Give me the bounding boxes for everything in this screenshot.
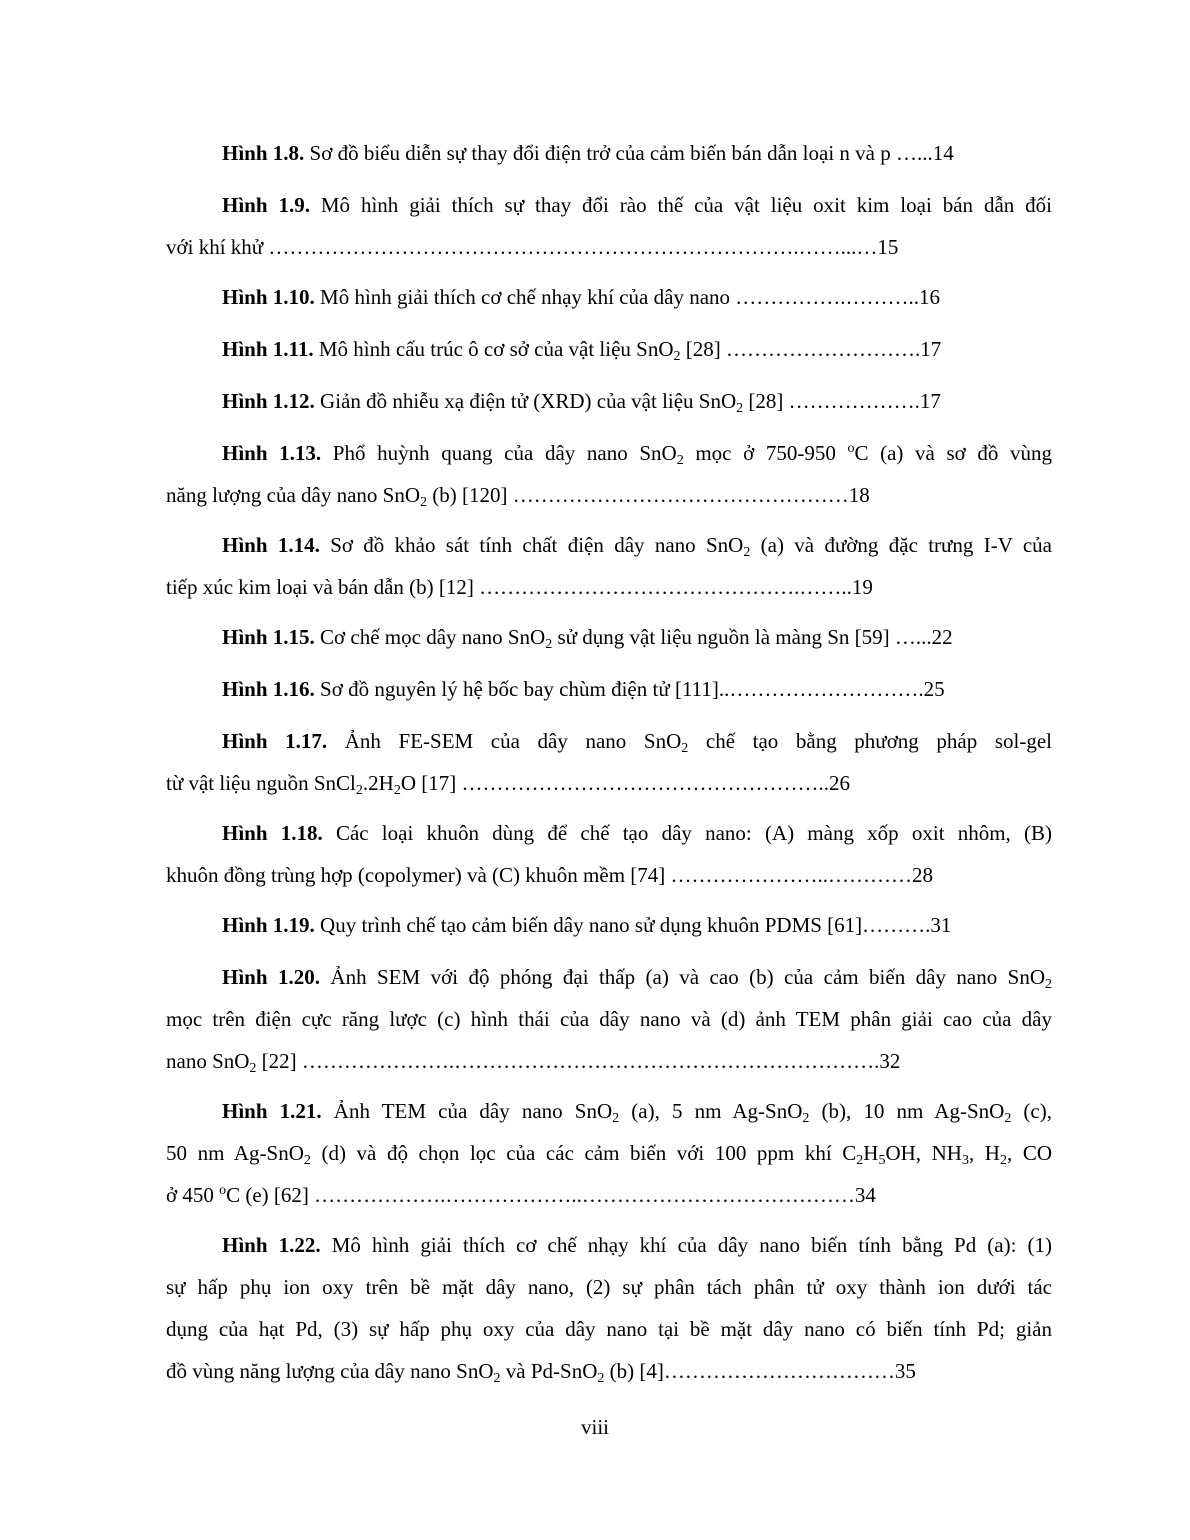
entry-line: Hình 1.22. Mô hình giải thích cơ chế nhạy khí của dây nano biến tính bằng Pd (a): (1) [222, 1233, 1053, 1257]
entry-line: khuôn đồng trùng hợp (copolymer) và (C) khuôn mềm [74] …………………..…………28 [166, 863, 934, 887]
entry-line: sự hấp phụ ion oxy trên bề mặt dây nano, (2) sự phân tách phân tử oxy thành ion dưới tác [166, 1275, 1052, 1299]
entry-line: Hình 1.13. Phổ huỳnh quang của dây nano SnO$_2$ mọc ở 750-950 $^o$C (a) và sơ đồ vùng [222, 441, 1052, 468]
figure-label: Hình 1.20. [222, 965, 320, 989]
entry-line: đồ vùng năng lượng của dây nano SnO$_2$ và Pd-SnO$_2$ (b) [4]……………………………35 [166, 1359, 916, 1386]
figure-label: Hình 1.10. [222, 285, 315, 309]
figure-label: Hình 1.21. [222, 1099, 322, 1123]
entry-line: Hình 1.11. Mô hình cấu trúc ô cơ sở của vật liệu SnO$_2$ [28] ……………………….17 [222, 337, 942, 364]
entry-line: 50 nm Ag-SnO$_2$ (d) và độ chọn lọc của các cảm biến với 100 ppm khí $C_2H_5OH$, $NH_3$, $H_2$, CO [166, 1141, 1052, 1168]
figure-label: Hình 1.17. [222, 729, 328, 753]
entry-line: năng lượng của dây nano SnO$_2$ (b) [120] …………………………………………18 [166, 483, 870, 510]
entry-line: Hình 1.14. Sơ đồ khảo sát tính chất điện dây nano SnO$_2$ (a) và đường đặc trưng I-V của [222, 533, 1052, 560]
figure-label: Hình 1.16. [222, 677, 315, 701]
entry-line: Hình 1.10. Mô hình giải thích cơ chế nhạy khí của dây nano …………….………..16 [222, 285, 941, 309]
entry-line: Hình 1.16. Sơ đồ nguyên lý hệ bốc bay chùm điện tử [111]..……………………….25 [222, 677, 945, 701]
entry-line: Hình 1.15. Cơ chế mọc dây nano SnO$_2$ sử dụng vật liệu nguồn là màng Sn [59] …...22 [222, 625, 953, 652]
figure-label: Hình 1.9. [222, 193, 310, 217]
entry-line: Hình 1.12. Giản đồ nhiễu xạ điện tử (XRD) của vật liệu SnO$_2$ [28] ……………….17 [222, 389, 941, 416]
figure-label: Hình 1.12. [222, 389, 315, 413]
figure-label: Hình 1.11. [222, 337, 314, 361]
entry-line: ở 450 $^o$C (e) [62] ……………….………………..…………………………………34 [166, 1183, 876, 1207]
figure-entry-h1-21 [166, 1090, 1052, 1216]
figure-entry-h1-18 [166, 812, 1052, 896]
figure-entry-h1-12 [166, 380, 1052, 422]
figure-entry-h1-11 [166, 328, 1052, 370]
entry-line: với khí khử ………………………………………………………………….……...…15 [166, 235, 899, 259]
figure-label: Hình 1.14. [222, 533, 320, 557]
figure-entry-h1-17 [166, 720, 1052, 804]
entry-line: tiếp xúc kim loại và bán dẫn (b) [12] ……………………………………….……..19 [166, 575, 873, 599]
page-number: viii [580, 1415, 609, 1439]
figure-entry-h1-10 [166, 276, 1052, 318]
entry-line: Hình 1.8. Sơ đồ biểu diễn sự thay đổi điện trở của cảm biến bán dẫn loại n và p …...14 [222, 141, 954, 165]
figure-entry-h1-8 [166, 132, 1052, 174]
figure-label: Hình 1.15. [222, 625, 315, 649]
figure-label: Hình 1.13. [222, 441, 322, 465]
figure-entry-h1-14 [166, 524, 1052, 608]
entry-line: dụng của hạt Pd, (3) sự hấp phụ oxy của dây nano tại bề mặt dây nano có biến tính Pd; giản [166, 1317, 1052, 1341]
entry-line: từ vật liệu nguồn $SnCl_2.2H_2O$ [17] ……………………………………………..26 [166, 771, 850, 798]
entry-line: Hình 1.19. Quy trình chế tạo cảm biến dây nano sử dụng khuôn PDMS [61]……….31 [222, 913, 952, 937]
entry-line: Hình 1.20. Ảnh SEM với độ phóng đại thấp (a) và cao (b) của cảm biến dây nano SnO$_2$ [222, 965, 1052, 992]
figure-label: Hình 1.18. [222, 821, 323, 845]
entry-line: nano SnO$_2$ [22] ………………….…………………………………………………….32 [166, 1049, 901, 1076]
figure-entry-h1-9 [166, 184, 1052, 268]
figure-entry-h1-22 [166, 1224, 1052, 1392]
figure-entry-h1-13 [166, 432, 1052, 516]
figure-label: Hình 1.22. [222, 1233, 321, 1257]
entry-line: Hình 1.9. Mô hình giải thích sự thay đổi rào thế của vật liệu oxit kim loại bán dẫn đối [222, 193, 1053, 217]
entry-line: Hình 1.17. Ảnh FE-SEM của dây nano SnO$_2$ chế tạo bằng phương pháp sol-gel [222, 729, 1052, 756]
figure-entry-h1-19 [166, 904, 1052, 946]
entry-line: mọc trên điện cực răng lược (c) hình thái của dây nano và (d) ảnh TEM phân giải cao của dây [166, 1007, 1052, 1031]
figure-label: Hình 1.19. [222, 913, 315, 937]
figure-entry-h1-20 [166, 956, 1052, 1082]
entry-line: Hình 1.21. Ảnh TEM của dây nano SnO$_2$ (a), 5 nm Ag-SnO$_2$ (b), 10 nm Ag-SnO$_2$ (c), [222, 1099, 1052, 1126]
entry-line: Hình 1.18. Các loại khuôn dùng để chế tạo dây nano: (A) màng xốp oxit nhôm, (B) [222, 821, 1052, 845]
figure-label: Hình 1.8. [222, 141, 305, 165]
figure-entry-h1-15 [166, 616, 1052, 658]
figure-entry-h1-16 [166, 668, 1052, 710]
